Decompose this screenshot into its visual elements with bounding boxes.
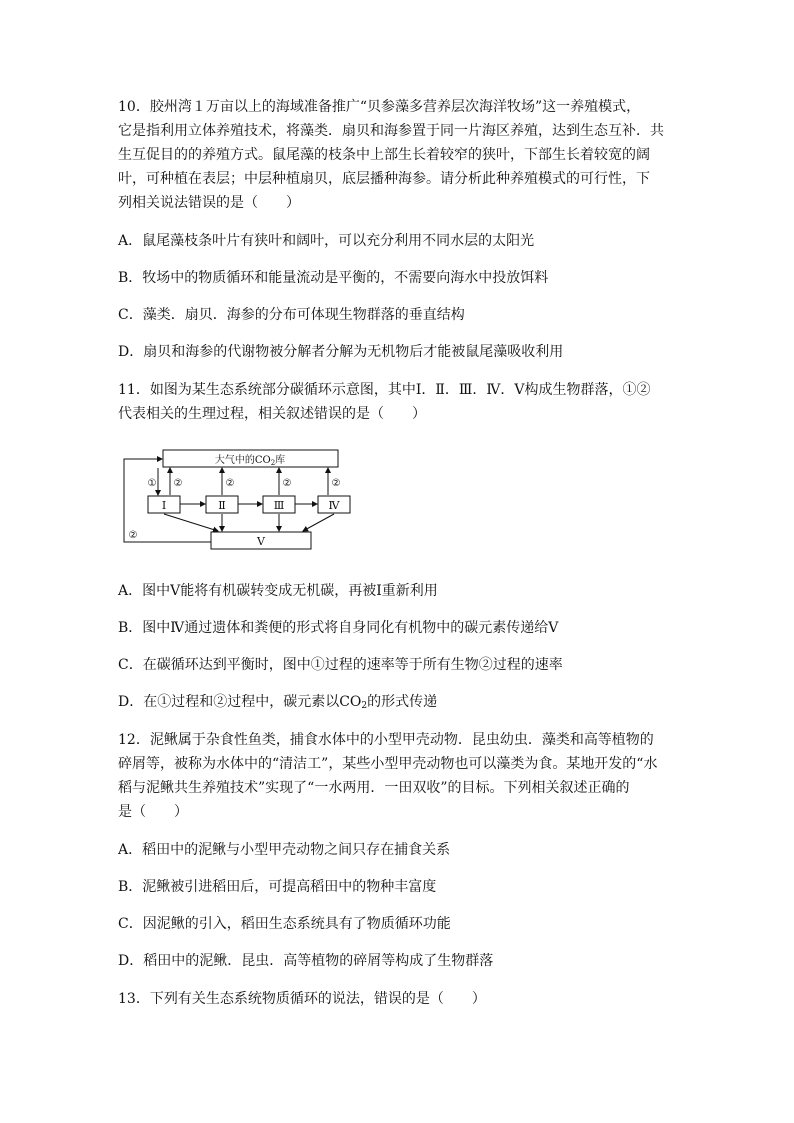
process-2-label-a: ② <box>173 478 183 489</box>
q11-option-c: C．在碳循环达到平衡时，图中①过程的速率等于所有生物②过程的速率 <box>118 657 563 673</box>
q12-stem-line-3: 稻与泥鳅共生养殖技术”实现了“一水两用．一田双收”的目标。下列相关叙述正确的 <box>118 780 630 796</box>
node-5-label: Ⅴ <box>257 535 265 548</box>
q11-option-d: D．在①过程和②过程中，碳元素以$CO_2$的形式传递 <box>118 694 438 711</box>
q12-option-d: D．稻田中的泥鳅．昆虫．高等植物的碎屑等构成了生物群落 <box>118 953 494 969</box>
q10-option-d: D．扇贝和海参的代谢物被分解者分解为无机物后才能被鼠尾藻吸收利用 <box>118 344 564 360</box>
q12-stem-line-2: 碎屑等，被称为水体中的“清洁工”，某些小型甲壳动物也可以藻类为食。某地开发的“水 <box>118 756 658 772</box>
carbon-cycle-diagram <box>118 446 358 550</box>
q12-option-b: B．泥鳅被引进稻田后，可提高稻田中的物种丰富度 <box>118 879 437 895</box>
node-2-label: Ⅱ <box>218 499 226 512</box>
process-2-label-c: ② <box>282 478 292 489</box>
q10-stem-line-4: 叶，可种植在表层；中层种植扇贝，底层播种海参。请分析此种养殖模式的可行性，下 <box>118 171 650 187</box>
q12-option-c: C．因泥鳅的引入，稻田生态系统具有了物质循环功能 <box>118 916 451 932</box>
node-4-label: Ⅳ <box>328 499 340 512</box>
node-1-label: Ⅰ <box>161 499 167 512</box>
q10-option-a: A．鼠尾藻枝条叶片有狭叶和阔叶，可以充分利用不同水层的太阳光 <box>118 233 535 249</box>
q13-stem-line-1: 13．下列有关生态系统物质循环的说法，错误的是（ ） <box>118 991 486 1007</box>
q11-option-b: B．图中Ⅳ通过遗体和粪便的形式将自身同化有机物中的碳元素传递给Ⅴ <box>118 620 559 636</box>
q10-stem-line-2: 它是指利用立体养殖技术，将藻类．扇贝和海参置于同一片海区养殖，达到生态互补．共 <box>118 123 664 139</box>
q11-option-a: A．图中Ⅴ能将有机碳转变成无机碳，再被Ⅰ重新利用 <box>118 583 438 599</box>
q10-stem-line-5: 列相关说法错误的是（ ） <box>118 195 300 211</box>
process-2-label-b: ② <box>225 478 235 489</box>
q12-option-a: A．稻田中的泥鳅与小型甲壳动物之间只存在捕食关系 <box>118 842 451 858</box>
q10-option-c: C．藻类．扇贝．海参的分布可体现生物群落的垂直结构 <box>118 307 465 323</box>
q11-stem-line-2: 代表相关的生理过程，相关叙述错误的是（ ） <box>118 406 426 422</box>
atmosphere-co2-label: 大气中的CO <box>214 455 271 466</box>
process-2-label-d: ② <box>331 478 341 489</box>
process-2-label-e: ② <box>128 530 138 541</box>
q12-stem-line-4: 是（ ） <box>118 804 188 820</box>
q10-stem-line-1: 10．胶州湾１万亩以上的海域准备推广“贝参藻多营养层次海洋牧场”这一养殖模式， <box>118 99 641 115</box>
q10-stem-line-3: 生互促目的的养殖方式。鼠尾藻的枝条中上部生长着较窄的狭叶，下部生长着较宽的阔 <box>118 147 650 163</box>
q10-option-b: B．牧场中的物质循环和能量流动是平衡的，不需要向海水中投放饵料 <box>118 270 549 286</box>
q12-stem-line-1: 12．泥鳅属于杂食性鱼类，捕食水体中的小型甲壳动物．昆虫幼虫．藻类和高等植物的 <box>118 732 654 748</box>
process-1-label-a: ① <box>147 478 157 489</box>
svg-text:大气中的CO2库: 大气中的$CO_2$库 <box>214 455 286 467</box>
node-3-label: Ⅲ <box>273 499 285 512</box>
q11-stem-line-1: 11．如图为某生态系统部分碳循环示意图，其中Ⅰ．Ⅱ．Ⅲ．Ⅳ．Ⅴ构成生物群落，①② <box>118 382 651 398</box>
